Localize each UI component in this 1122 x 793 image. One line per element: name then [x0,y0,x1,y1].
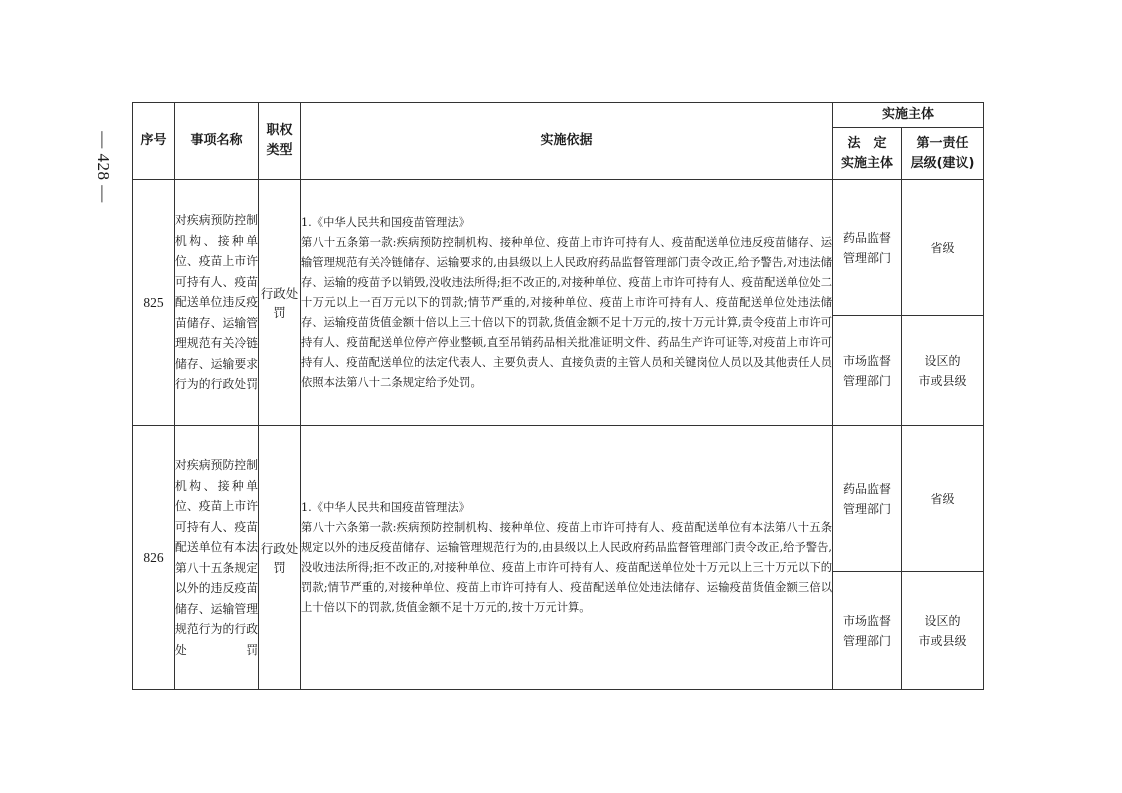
row-legal-subject-line2: 管理部门 [842,633,891,648]
row-legal-subject-line1: 药品监督 [842,230,891,245]
row-responsibility-level-line2: 市或县级 [918,373,967,388]
row-authority-type: 行政处罚 [259,180,301,426]
page-number-text: — 428 — [94,131,113,203]
header-subject: 实施主体 [833,103,984,128]
header-authority-type [259,103,301,180]
header-responsibility-level-line1: 第一责任 [916,135,969,151]
row-basis-text: 第八十六条第一款:疾病预防控制机构、接种单位、疫苗上市许可持有人、疫苗配送单位有本法第八十五条规定以外的违反疫苗储存、运输管理规范行为的,由县级以上人民政府药品监督管理部门责令改正,给予警告,没收违法所得;拒不改正的,对接种单位、疫苗上市许可持有人、疫苗配送单位处十万元以上三十万元以下的罚款;情节严重的,对接种单位、疫苗上市许可持有人、疫苗配送单位处违法储存、运输疫苗货值金额三倍以上十倍以下的罚款,货值金额不足十万元的,按十万元计算。 [301,520,832,614]
header-legal-subject [833,128,902,180]
header-responsibility-level [902,128,984,180]
row-seq: 825 [133,180,175,426]
row-legal-subject-line2: 管理部门 [842,250,891,265]
row-legal-subject-line2: 管理部门 [842,373,891,388]
header-item-name: 事项名称 [175,103,259,180]
header-legal-subject-line1: 法 定 [847,135,887,151]
row-seq: 826 [133,426,175,690]
header-row-1 [133,103,984,128]
row-responsibility-level [902,572,984,690]
header-authority-type-line2: 类型 [266,143,293,158]
header-seq: 序号 [133,103,175,180]
row-responsibility-level-line1: 省级 [930,240,955,255]
row-responsibility-level-line1: 省级 [930,491,955,506]
row-authority-type: 行政处罚 [259,426,301,690]
page-number [78,122,128,212]
table-row [133,180,984,316]
row-legal-subject [833,572,902,690]
row-legal-subject-line1: 药品监督 [842,481,891,496]
row-legal-subject-line2: 管理部门 [842,501,891,516]
header-basis: 实施依据 [301,103,833,180]
row-legal-subject [833,426,902,572]
row-responsibility-level-line2: 市或县级 [918,633,967,648]
row-basis-title: 1.《中华人民共和国疫苗管理法》 [301,215,470,229]
row-responsibility-level [902,316,984,426]
row-basis [301,180,833,426]
row-responsibility-level-line1: 设区的 [924,353,961,368]
header-responsibility-level-line2: 层级(建议) [910,155,975,171]
row-legal-subject-line1: 市场监督 [842,353,891,368]
row-item-name: 对疾病预防控制机构、接种单位、疫苗上市许可持有人、疫苗配送单位违反疫苗储存、运输管理规范有关冷链储存、运输要求行为的行政处罚 [175,180,259,426]
row-basis-title: 1.《中华人民共和国疫苗管理法》 [301,500,470,514]
row-basis-text: 第八十五条第一款:疾病预防控制机构、接种单位、疫苗上市许可持有人、疫苗配送单位违反疫苗储存、运输管理规范有关冷链储存、运输要求的,由县级以上人民政府药品监督管理部门责令改正,给予警告,对违法储存、运输的疫苗予以销毁,没收违法所得;拒不改正的,对接种单位、疫苗上市许可持有人、疫苗配送单位处二十万元以上一百万元以下的罚款;情节严重的,对接种单位、疫苗上市许可持有人、疫苗配送单位处违法储存、运输疫苗货值金额十倍以上三十倍以下的罚款,货值金额不足十万元的,按十万元计算,责令疫苗上市许可持有人、疫苗配送单位停产停业整顿,直至吊销药品相关批准证明文件、药品生产许可证等,对疫苗上市许可持有人、疫苗配送单位的法定代表人、主要负责人、直接负责的主管人员和关键岗位人员以及其他责任人员依照本法第八十二条规定给予处罚。 [301,235,832,389]
row-responsibility-level [902,180,984,316]
row-legal-subject [833,180,902,316]
table-row [133,426,984,572]
row-item-name: 对疾病预防控制机构、接种单位、疫苗上市许可持有人、疫苗配送单位有本法第八十五条规定以外的违反疫苗储存、运输管理规范行为的行政处罚 [175,426,259,690]
row-responsibility-level-line1: 设区的 [924,613,961,628]
header-legal-subject-line2: 实施主体 [840,155,893,171]
row-basis [301,426,833,690]
row-legal-subject-line1: 市场监督 [842,613,891,628]
enforcement-items-table [132,102,984,690]
row-legal-subject [833,316,902,426]
header-authority-type-line1: 职权 [266,123,293,138]
row-responsibility-level [902,426,984,572]
